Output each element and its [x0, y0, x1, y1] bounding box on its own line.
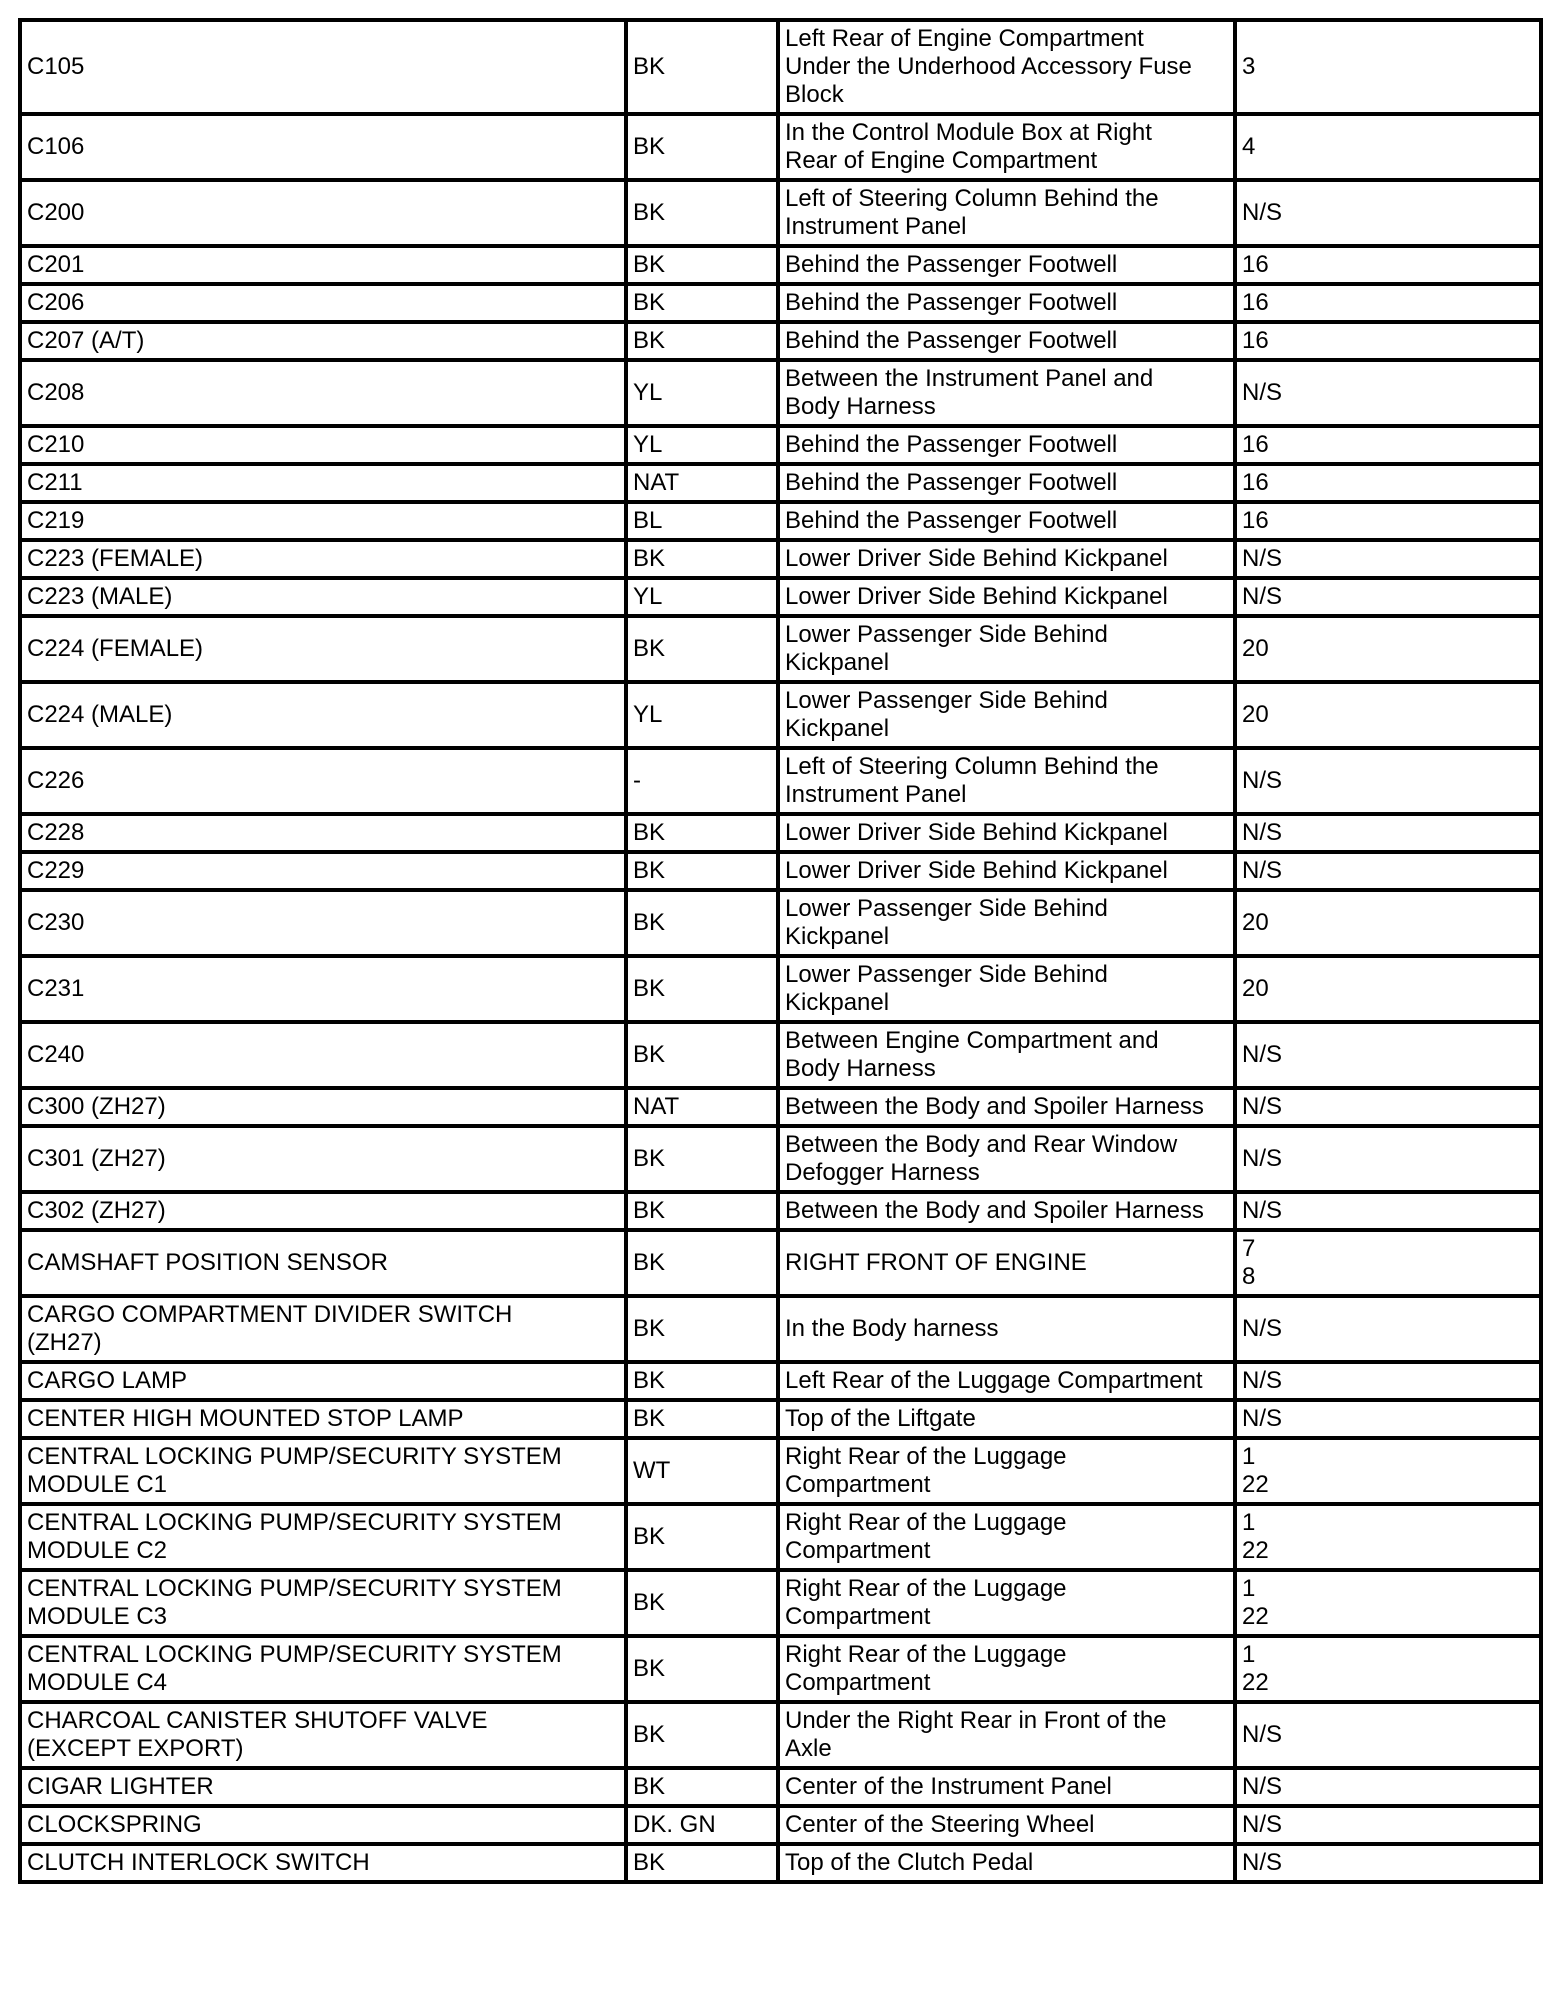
connector-location-cell: Left Rear of Engine Compartment Under the Underhood Accessory Fuse Block [778, 20, 1235, 114]
table-row [20, 180, 1541, 246]
connector-name-cell: CIGAR LIGHTER [20, 1768, 626, 1806]
connector-name-cell: CENTRAL LOCKING PUMP/SECURITY SYSTEM MODULE C1 [20, 1438, 626, 1504]
connector-color-cell: YL [626, 578, 778, 616]
table-row [20, 890, 1541, 956]
connector-locator-view-cell: 1 22 [1235, 1570, 1541, 1636]
connector-locator-view-cell: N/S [1235, 578, 1541, 616]
connector-color-cell: YL [626, 360, 778, 426]
table-row [20, 1844, 1541, 1882]
connector-location-cell: Between Engine Compartment and Body Harness [778, 1022, 1235, 1088]
connector-color-cell: BK [626, 284, 778, 322]
connector-name-cell: C208 [20, 360, 626, 426]
connector-locator-view-cell: 16 [1235, 284, 1541, 322]
connector-locator-view-cell: N/S [1235, 1400, 1541, 1438]
connector-name-cell: C228 [20, 814, 626, 852]
connector-location-cell: Lower Passenger Side Behind Kickpanel [778, 956, 1235, 1022]
table-row [20, 748, 1541, 814]
connector-locator-view-cell: N/S [1235, 1022, 1541, 1088]
connector-color-cell: BK [626, 1636, 778, 1702]
connector-location-cell: Top of the Clutch Pedal [778, 1844, 1235, 1882]
connector-name-cell: CENTRAL LOCKING PUMP/SECURITY SYSTEM MODULE C3 [20, 1570, 626, 1636]
connector-locator-view-cell: 3 [1235, 20, 1541, 114]
connector-location-cell: Right Rear of the Luggage Compartment [778, 1438, 1235, 1504]
connector-name-cell: C230 [20, 890, 626, 956]
connector-color-cell: BK [626, 1570, 778, 1636]
table-row [20, 1438, 1541, 1504]
connector-locator-view-cell: 20 [1235, 890, 1541, 956]
table-row [20, 426, 1541, 464]
connector-color-cell: BK [626, 852, 778, 890]
connector-location-cell: Behind the Passenger Footwell [778, 246, 1235, 284]
connector-locator-view-cell: N/S [1235, 1088, 1541, 1126]
table-row [20, 616, 1541, 682]
connector-location-cell: Under the Right Rear in Front of the Axle [778, 1702, 1235, 1768]
connector-location-cell: Lower Passenger Side Behind Kickpanel [778, 616, 1235, 682]
connector-locator-view-cell: N/S [1235, 1806, 1541, 1844]
connector-name-cell: C200 [20, 180, 626, 246]
table-row [20, 1296, 1541, 1362]
connector-locator-view-cell: 1 22 [1235, 1636, 1541, 1702]
connector-name-cell: CAMSHAFT POSITION SENSOR [20, 1230, 626, 1296]
connector-location-cell: Left of Steering Column Behind the Instrument Panel [778, 180, 1235, 246]
table-row [20, 1570, 1541, 1636]
connector-location-cell: In the Body harness [778, 1296, 1235, 1362]
table-row [20, 1636, 1541, 1702]
connector-color-cell: BK [626, 890, 778, 956]
table-row [20, 852, 1541, 890]
connector-color-cell: BK [626, 246, 778, 284]
connector-locator-view-cell: 4 [1235, 114, 1541, 180]
connector-location-cell: Lower Passenger Side Behind Kickpanel [778, 682, 1235, 748]
connector-color-cell: BK [626, 1022, 778, 1088]
table-row [20, 540, 1541, 578]
connector-locator-view-cell: N/S [1235, 360, 1541, 426]
connector-color-cell: BK [626, 1702, 778, 1768]
connector-color-cell: BK [626, 1362, 778, 1400]
connector-locator-view-cell: 16 [1235, 426, 1541, 464]
table-row [20, 1504, 1541, 1570]
connector-locator-view-cell: N/S [1235, 1126, 1541, 1192]
connector-name-cell: CENTRAL LOCKING PUMP/SECURITY SYSTEM MODULE C4 [20, 1636, 626, 1702]
connector-color-cell: BL [626, 502, 778, 540]
connector-locator-view-cell: N/S [1235, 180, 1541, 246]
connector-table [18, 18, 1543, 1884]
connector-locator-view-cell: 16 [1235, 246, 1541, 284]
connector-locator-view-cell: N/S [1235, 814, 1541, 852]
connector-color-cell: BK [626, 616, 778, 682]
connector-color-cell: YL [626, 426, 778, 464]
connector-color-cell: BK [626, 956, 778, 1022]
table-row [20, 682, 1541, 748]
table-row [20, 1088, 1541, 1126]
connector-table-body [20, 20, 1541, 1882]
connector-locator-view-cell: N/S [1235, 852, 1541, 890]
table-row [20, 246, 1541, 284]
connector-location-cell: RIGHT FRONT OF ENGINE [778, 1230, 1235, 1296]
connector-name-cell: C201 [20, 246, 626, 284]
connector-locator-view-cell: 16 [1235, 322, 1541, 360]
connector-locator-view-cell: 20 [1235, 616, 1541, 682]
connector-location-cell: Behind the Passenger Footwell [778, 322, 1235, 360]
connector-location-cell: Lower Driver Side Behind Kickpanel [778, 814, 1235, 852]
connector-color-cell: BK [626, 1126, 778, 1192]
connector-location-cell: Center of the Instrument Panel [778, 1768, 1235, 1806]
table-row [20, 578, 1541, 616]
connector-name-cell: CHARCOAL CANISTER SHUTOFF VALVE (EXCEPT EXPORT) [20, 1702, 626, 1768]
connector-name-cell: C240 [20, 1022, 626, 1088]
connector-location-cell: Right Rear of the Luggage Compartment [778, 1570, 1235, 1636]
table-row [20, 502, 1541, 540]
connector-name-cell: CENTER HIGH MOUNTED STOP LAMP [20, 1400, 626, 1438]
table-row [20, 814, 1541, 852]
connector-color-cell: BK [626, 1768, 778, 1806]
connector-locator-view-cell: N/S [1235, 1844, 1541, 1882]
connector-locator-view-cell: 7 8 [1235, 1230, 1541, 1296]
table-row [20, 114, 1541, 180]
connector-name-cell: C301 (ZH27) [20, 1126, 626, 1192]
connector-location-cell: Behind the Passenger Footwell [778, 464, 1235, 502]
table-row [20, 322, 1541, 360]
connector-color-cell: BK [626, 114, 778, 180]
connector-location-cell: Left Rear of the Luggage Compartment [778, 1362, 1235, 1400]
connector-color-cell: BK [626, 1844, 778, 1882]
connector-name-cell: CENTRAL LOCKING PUMP/SECURITY SYSTEM MODULE C2 [20, 1504, 626, 1570]
connector-color-cell: BK [626, 1400, 778, 1438]
connector-location-cell: Between the Body and Spoiler Harness [778, 1088, 1235, 1126]
table-row [20, 360, 1541, 426]
connector-locator-view-cell: 1 22 [1235, 1438, 1541, 1504]
connector-color-cell: - [626, 748, 778, 814]
connector-name-cell: CLOCKSPRING [20, 1806, 626, 1844]
connector-color-cell: NAT [626, 464, 778, 502]
connector-location-cell: Center of the Steering Wheel [778, 1806, 1235, 1844]
connector-location-cell: Behind the Passenger Footwell [778, 426, 1235, 464]
connector-name-cell: C219 [20, 502, 626, 540]
connector-name-cell: C206 [20, 284, 626, 322]
connector-name-cell: C106 [20, 114, 626, 180]
connector-locator-view-cell: 20 [1235, 682, 1541, 748]
connector-locator-view-cell: N/S [1235, 1192, 1541, 1230]
table-row [20, 956, 1541, 1022]
connector-name-cell: CARGO COMPARTMENT DIVIDER SWITCH (ZH27) [20, 1296, 626, 1362]
connector-name-cell: CLUTCH INTERLOCK SWITCH [20, 1844, 626, 1882]
connector-location-cell: Lower Passenger Side Behind Kickpanel [778, 890, 1235, 956]
table-row [20, 1230, 1541, 1296]
connector-color-cell: YL [626, 682, 778, 748]
connector-locator-view-cell: 20 [1235, 956, 1541, 1022]
table-row [20, 1362, 1541, 1400]
connector-locator-view-cell: N/S [1235, 748, 1541, 814]
connector-color-cell: BK [626, 20, 778, 114]
connector-color-cell: BK [626, 1192, 778, 1230]
connector-name-cell: C224 (MALE) [20, 682, 626, 748]
connector-locator-view-cell: 1 22 [1235, 1504, 1541, 1570]
connector-location-cell: Right Rear of the Luggage Compartment [778, 1504, 1235, 1570]
connector-location-cell: Between the Body and Rear Window Defogger Harness [778, 1126, 1235, 1192]
connector-color-cell: WT [626, 1438, 778, 1504]
connector-color-cell: BK [626, 540, 778, 578]
connector-name-cell: CARGO LAMP [20, 1362, 626, 1400]
connector-location-cell: Lower Driver Side Behind Kickpanel [778, 852, 1235, 890]
connector-name-cell: C229 [20, 852, 626, 890]
connector-locator-view-cell: 16 [1235, 502, 1541, 540]
connector-location-cell: Between the Body and Spoiler Harness [778, 1192, 1235, 1230]
connector-location-cell: Top of the Liftgate [778, 1400, 1235, 1438]
connector-color-cell: BK [626, 1230, 778, 1296]
connector-location-cell: Between the Instrument Panel and Body Harness [778, 360, 1235, 426]
connector-locator-view-cell: 16 [1235, 464, 1541, 502]
connector-name-cell: C223 (MALE) [20, 578, 626, 616]
connector-color-cell: BK [626, 1504, 778, 1570]
connector-location-cell: Left of Steering Column Behind the Instrument Panel [778, 748, 1235, 814]
connector-name-cell: C300 (ZH27) [20, 1088, 626, 1126]
connector-locator-view-cell: N/S [1235, 1296, 1541, 1362]
connector-name-cell: C105 [20, 20, 626, 114]
connector-location-cell: Lower Driver Side Behind Kickpanel [778, 540, 1235, 578]
connector-color-cell: BK [626, 814, 778, 852]
connector-name-cell: C302 (ZH27) [20, 1192, 626, 1230]
connector-name-cell: C226 [20, 748, 626, 814]
connector-color-cell: NAT [626, 1088, 778, 1126]
connector-color-cell: BK [626, 322, 778, 360]
connector-location-cell: Behind the Passenger Footwell [778, 502, 1235, 540]
connector-name-cell: C224 (FEMALE) [20, 616, 626, 682]
connector-name-cell: C210 [20, 426, 626, 464]
connector-location-cell: Lower Driver Side Behind Kickpanel [778, 578, 1235, 616]
table-row [20, 1702, 1541, 1768]
table-row [20, 1022, 1541, 1088]
connector-location-cell: Behind the Passenger Footwell [778, 284, 1235, 322]
connector-name-cell: C231 [20, 956, 626, 1022]
connector-color-cell: BK [626, 1296, 778, 1362]
table-row [20, 20, 1541, 114]
table-row [20, 1768, 1541, 1806]
connector-locator-view-cell: N/S [1235, 1702, 1541, 1768]
connector-locator-view-cell: N/S [1235, 540, 1541, 578]
connector-locator-view-cell: N/S [1235, 1768, 1541, 1806]
table-row [20, 1126, 1541, 1192]
connector-location-cell: In the Control Module Box at Right Rear of Engine Compartment [778, 114, 1235, 180]
connector-name-cell: C207 (A/T) [20, 322, 626, 360]
connector-locator-view-cell: N/S [1235, 1362, 1541, 1400]
connector-location-cell: Right Rear of the Luggage Compartment [778, 1636, 1235, 1702]
connector-color-cell: BK [626, 180, 778, 246]
table-row [20, 1400, 1541, 1438]
table-row [20, 284, 1541, 322]
connector-name-cell: C211 [20, 464, 626, 502]
table-row [20, 1192, 1541, 1230]
table-row [20, 464, 1541, 502]
table-row [20, 1806, 1541, 1844]
connector-color-cell: DK. GN [626, 1806, 778, 1844]
connector-name-cell: C223 (FEMALE) [20, 540, 626, 578]
